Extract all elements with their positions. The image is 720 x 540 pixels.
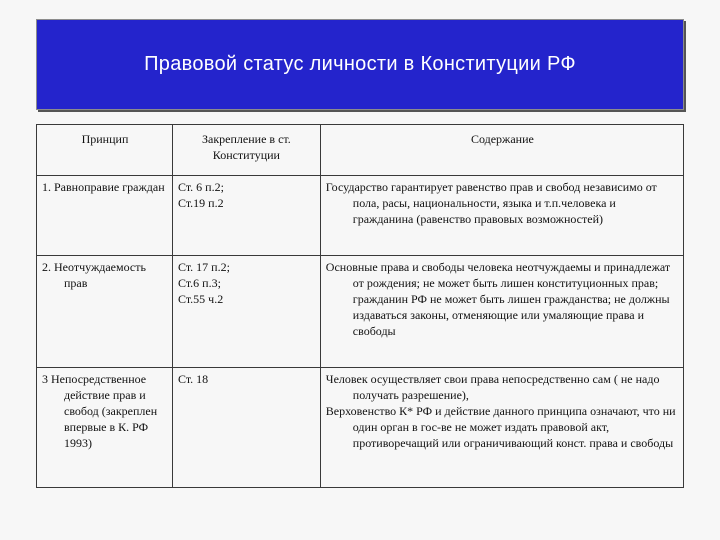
header-content: Содержание bbox=[320, 125, 683, 176]
content-cell bbox=[320, 368, 683, 488]
content-cell bbox=[320, 256, 683, 368]
article-ref: Ст. 17 п.2; bbox=[177, 260, 230, 274]
articles-cell bbox=[172, 256, 320, 368]
content-text: Верховенство К* РФ и действие данного принципа означают, что ни один орган в гос-ве не может издать правовой акт, противоречащий или ограничивающий конст. права и свободы bbox=[325, 404, 676, 450]
article-ref: Ст.55 ч.2 bbox=[177, 292, 224, 306]
page-title: Правовой статус личности в Конституции РФ bbox=[144, 53, 576, 75]
principle-text: 3 Непосредственное действие прав и свобод (закреплен впервые в К. РФ 1993) bbox=[42, 372, 158, 450]
articles-cell bbox=[172, 176, 320, 256]
principle-text: 2. Неотчуждаемость прав bbox=[42, 260, 146, 290]
principle-cell bbox=[37, 368, 173, 488]
table-row bbox=[37, 256, 684, 368]
principle-cell bbox=[37, 256, 173, 368]
content-cell bbox=[320, 176, 683, 256]
article-ref: Ст. 6 п.2; bbox=[177, 180, 224, 194]
header-article: Закрепление в ст. Конституции bbox=[172, 125, 320, 176]
article-ref: Ст. 18 bbox=[177, 372, 209, 386]
table-header-row bbox=[37, 125, 684, 176]
principle-text: 1. Равноправие граждан bbox=[42, 180, 165, 194]
principles-table bbox=[36, 124, 684, 488]
article-ref: Ст.19 п.2 bbox=[177, 196, 224, 210]
articles-cell bbox=[172, 368, 320, 488]
content-text: Основные права и свободы человека неотчуждаемы и принадлежат от рождения; не может быть лишен конституционных прав; гражданин РФ не может быть лишен гражданства; не должны издаваться законы, отменяющие или умаляющие права и свободы bbox=[325, 260, 671, 338]
article-ref: Ст.6 п.3; bbox=[177, 276, 221, 290]
table-row bbox=[37, 368, 684, 488]
table-row bbox=[37, 176, 684, 256]
header-principle: Принцип bbox=[37, 125, 173, 176]
title-banner bbox=[36, 19, 684, 110]
content-text: Государство гарантирует равенство прав и свобод независимо от пола, расы, национальности, языка и т.п.человека и гражданина (равенство правовых возможностей) bbox=[325, 180, 657, 226]
principle-cell bbox=[37, 176, 173, 256]
content-text: Человек осуществляет свои права непосредственно сам ( не надо получать разрешение), bbox=[325, 372, 660, 402]
